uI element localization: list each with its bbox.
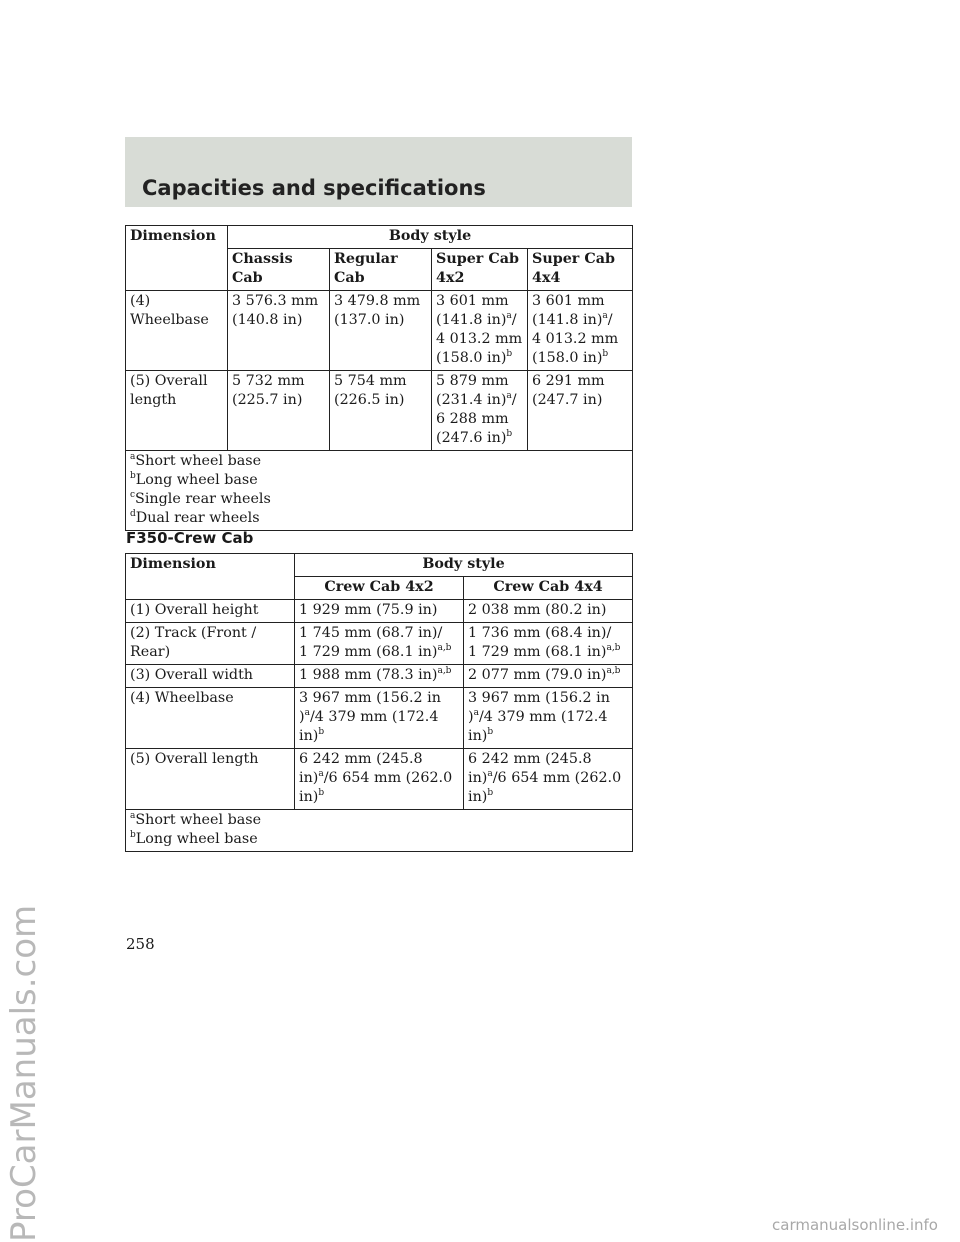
cell-line — [299, 769, 459, 788]
cell-text: (247.7 in) — [532, 392, 603, 408]
cell-text: (247.6 in) — [436, 430, 507, 446]
side-watermark: ProCarManuals.com — [4, 904, 44, 1242]
cell-line — [436, 349, 523, 368]
cell-line — [334, 311, 427, 330]
row-label-line: (2) Track (Front / — [130, 625, 257, 641]
cell-line — [532, 391, 628, 410]
column-header: Crew Cab 4x4 — [464, 577, 633, 600]
cell-text: 5 879 mm — [436, 373, 509, 389]
cell-text: 1 729 mm (68.1 in) — [299, 644, 438, 660]
footnote-ref: b — [506, 429, 513, 440]
cell-text-suffix: /6 654 mm (262.0 — [492, 770, 622, 786]
cell-text: 1 736 mm (68.4 in)/ — [468, 625, 612, 641]
table-row — [126, 371, 633, 451]
table-row — [126, 623, 633, 665]
row-label — [126, 623, 295, 665]
spec-table-super-cab — [125, 225, 633, 531]
table-row — [126, 600, 633, 623]
cell-text: 3 601 mm — [436, 293, 509, 309]
footnote-text: Single rear wheels — [135, 491, 271, 507]
table-row — [126, 291, 633, 371]
footnote — [130, 811, 628, 830]
footnotes-cell — [126, 810, 633, 852]
table-cell — [432, 291, 528, 371]
cell-text: 3 576.3 mm — [232, 293, 319, 309]
footnote — [130, 830, 628, 849]
cell-line — [436, 372, 523, 391]
footnote-mark: d — [130, 509, 136, 520]
empty-header-cell — [126, 577, 295, 600]
row-label-line: (3) Overall width — [130, 667, 254, 683]
cell-text: 3 967 mm (156.2 in — [299, 690, 441, 706]
footnote-mark: a — [130, 452, 136, 463]
row-label — [126, 291, 228, 371]
column-header-line: Cab — [334, 270, 365, 286]
cell-line — [468, 788, 628, 807]
table-row — [126, 688, 633, 749]
cell-line — [232, 292, 325, 311]
section-heading: F350-Crew Cab — [126, 529, 254, 547]
cell-line — [334, 391, 427, 410]
row-label-line: (1) Overall height — [130, 602, 259, 618]
cell-text: 4 013.2 mm — [436, 331, 523, 347]
footnote-mark: b — [130, 830, 136, 841]
footnotes-cell — [126, 451, 633, 531]
cell-text: ) — [468, 709, 474, 725]
row-label-line: (5) Overall — [130, 373, 208, 389]
cell-line — [436, 292, 523, 311]
column-header — [228, 249, 330, 291]
row-label-line: (4) — [130, 293, 151, 309]
cell-line — [436, 330, 523, 349]
footnote-row — [126, 451, 633, 531]
row-label-line: Rear) — [130, 644, 171, 660]
cell-line — [232, 311, 325, 330]
table-header-row — [126, 226, 633, 249]
cell-text: in) — [468, 789, 488, 805]
dimension-header: Dimension — [126, 554, 295, 577]
cell-text: 3 479.8 mm — [334, 293, 421, 309]
cell-line — [468, 601, 628, 620]
cell-text: 6 242 mm (245.8 — [299, 751, 423, 767]
row-label-line: (4) Wheelbase — [130, 690, 234, 706]
cell-text: in) — [299, 770, 319, 786]
cell-text: (226.5 in) — [334, 392, 405, 408]
cell-text-suffix: / — [511, 312, 517, 328]
footnote-text: Long wheel base — [135, 831, 258, 847]
column-header-row — [126, 577, 633, 600]
cell-text: ) — [299, 709, 305, 725]
cell-line — [232, 372, 325, 391]
cell-text: 4 013.2 mm — [532, 331, 619, 347]
cell-text: 1 745 mm (68.7 in)/ — [299, 625, 443, 641]
table-cell — [330, 291, 432, 371]
cell-text: (158.0 in) — [436, 350, 507, 366]
footnote-text: Dual rear wheels — [135, 510, 260, 526]
table-cell — [464, 749, 633, 810]
footnote-ref: a — [304, 708, 310, 719]
row-label-line: length — [130, 392, 177, 408]
column-header-line: Super Cab — [436, 251, 519, 267]
cell-text: (158.0 in) — [532, 350, 603, 366]
cell-text: in) — [299, 728, 319, 744]
column-header-line: Cab — [232, 270, 263, 286]
cell-line — [334, 372, 427, 391]
cell-line — [299, 750, 459, 769]
footnote-ref: a — [602, 311, 608, 322]
table-cell — [528, 371, 633, 451]
cell-line — [299, 708, 459, 727]
footnote-mark: c — [130, 490, 136, 501]
footnote — [130, 490, 628, 509]
cell-line — [468, 666, 628, 685]
table-cell — [295, 623, 464, 665]
column-header — [432, 249, 528, 291]
cell-line — [299, 624, 459, 643]
cell-text: 1 729 mm (68.1 in) — [468, 644, 607, 660]
cell-line — [468, 727, 628, 746]
cell-text: (231.4 in) — [436, 392, 507, 408]
cell-line — [532, 311, 628, 330]
cell-line — [436, 311, 523, 330]
cell-line — [532, 372, 628, 391]
footnote-text: Short wheel base — [135, 453, 262, 469]
cell-text: 6 288 mm — [436, 411, 509, 427]
column-header-line: 4x4 — [532, 270, 561, 286]
column-header — [528, 249, 633, 291]
footnote-ref: a,b — [606, 666, 621, 677]
cell-text: 1 988 mm (78.3 in) — [299, 667, 438, 683]
table-cell — [464, 665, 633, 688]
cell-line — [436, 429, 523, 448]
cell-line — [334, 292, 427, 311]
cell-line — [299, 727, 459, 746]
footnote-ref: b — [487, 727, 494, 738]
cell-text: (140.8 in) — [232, 312, 303, 328]
column-header: Crew Cab 4x2 — [295, 577, 464, 600]
footnote-ref: b — [487, 788, 494, 799]
row-label — [126, 665, 295, 688]
table-cell — [432, 371, 528, 451]
footnote-mark: b — [130, 471, 136, 482]
cell-line — [468, 624, 628, 643]
cell-line — [532, 349, 628, 368]
cell-text: (141.8 in) — [436, 312, 507, 328]
footnote-ref: b — [318, 788, 325, 799]
table-cell — [228, 371, 330, 451]
cell-text: 3 967 mm (156.2 in — [468, 690, 610, 706]
table-cell — [464, 600, 633, 623]
cell-text: 5 732 mm — [232, 373, 305, 389]
cell-text: 5 754 mm — [334, 373, 407, 389]
row-label — [126, 688, 295, 749]
table-cell — [295, 688, 464, 749]
cell-text: (225.7 in) — [232, 392, 303, 408]
cell-line — [468, 769, 628, 788]
table-cell — [295, 665, 464, 688]
cell-line — [468, 643, 628, 662]
footnote-ref: a — [473, 708, 479, 719]
cell-line — [232, 391, 325, 410]
cell-text-suffix: /4 379 mm (172.4 — [309, 709, 439, 725]
body-style-header: Body style — [228, 226, 633, 249]
footnote-ref: b — [506, 349, 513, 360]
footnote-ref: a — [487, 769, 493, 780]
row-label-line: Wheelbase — [130, 312, 209, 328]
footnote-ref: a — [318, 769, 324, 780]
cell-line — [299, 601, 459, 620]
table-cell — [464, 623, 633, 665]
page-number: 258 — [126, 935, 155, 953]
cell-line — [299, 689, 459, 708]
cell-text-suffix: / — [607, 312, 613, 328]
cell-line — [468, 750, 628, 769]
cell-line — [299, 643, 459, 662]
row-label-line: (5) Overall length — [130, 751, 259, 767]
cell-text: 1 929 mm (75.9 in) — [299, 602, 438, 618]
cell-line — [436, 391, 523, 410]
column-header — [330, 249, 432, 291]
cell-text: in) — [468, 728, 488, 744]
cell-text-suffix: /6 654 mm (262.0 — [323, 770, 453, 786]
cell-text-suffix: /4 379 mm (172.4 — [478, 709, 608, 725]
footnote-ref: a — [506, 311, 512, 322]
table-row — [126, 749, 633, 810]
table-row — [126, 665, 633, 688]
spec-table-crew-cab — [125, 553, 633, 852]
footnote-text: Short wheel base — [135, 812, 262, 828]
table-header-row — [126, 554, 633, 577]
cell-line — [436, 410, 523, 429]
page-title: Capacities and specifications — [142, 176, 486, 200]
footnote-ref: a — [506, 391, 512, 402]
column-header-line: Regular — [334, 251, 398, 267]
row-label — [126, 600, 295, 623]
column-header-line: Chassis — [232, 251, 293, 267]
cell-text: (141.8 in) — [532, 312, 603, 328]
table-cell — [228, 291, 330, 371]
footnote-mark: a — [130, 811, 136, 822]
cell-line — [299, 788, 459, 807]
footnote-row — [126, 810, 633, 852]
cell-text: 2 077 mm (79.0 in) — [468, 667, 607, 683]
table-cell — [295, 600, 464, 623]
cell-line — [532, 292, 628, 311]
row-label — [126, 371, 228, 451]
table-cell — [464, 688, 633, 749]
cell-text: in) — [468, 770, 488, 786]
column-header-line: Super Cab — [532, 251, 615, 267]
cell-line — [468, 708, 628, 727]
footnote-ref: a,b — [437, 643, 452, 654]
footnote-ref: a,b — [606, 643, 621, 654]
cell-text: 6 291 mm — [532, 373, 605, 389]
body-style-header: Body style — [295, 554, 633, 577]
cell-text: 3 601 mm — [532, 293, 605, 309]
cell-text: 2 038 mm (80.2 in) — [468, 602, 607, 618]
bottom-watermark[interactable]: carmanualsonline.info — [772, 1216, 938, 1234]
cell-text: in) — [299, 789, 319, 805]
dimension-header: Dimension — [126, 226, 228, 291]
cell-line — [532, 330, 628, 349]
footnote-ref: b — [602, 349, 609, 360]
row-label — [126, 749, 295, 810]
table-cell — [295, 749, 464, 810]
table-cell — [528, 291, 633, 371]
footnote — [130, 452, 628, 471]
footnote-ref: a,b — [437, 666, 452, 677]
table-cell — [330, 371, 432, 451]
footnote-ref: b — [318, 727, 325, 738]
cell-line — [299, 666, 459, 685]
footnote — [130, 509, 628, 528]
cell-text: (137.0 in) — [334, 312, 405, 328]
footnote-text: Long wheel base — [135, 472, 258, 488]
footnote — [130, 471, 628, 490]
cell-line — [468, 689, 628, 708]
column-header-line: 4x2 — [436, 270, 465, 286]
cell-text: 6 242 mm (245.8 — [468, 751, 592, 767]
cell-text-suffix: / — [511, 392, 517, 408]
